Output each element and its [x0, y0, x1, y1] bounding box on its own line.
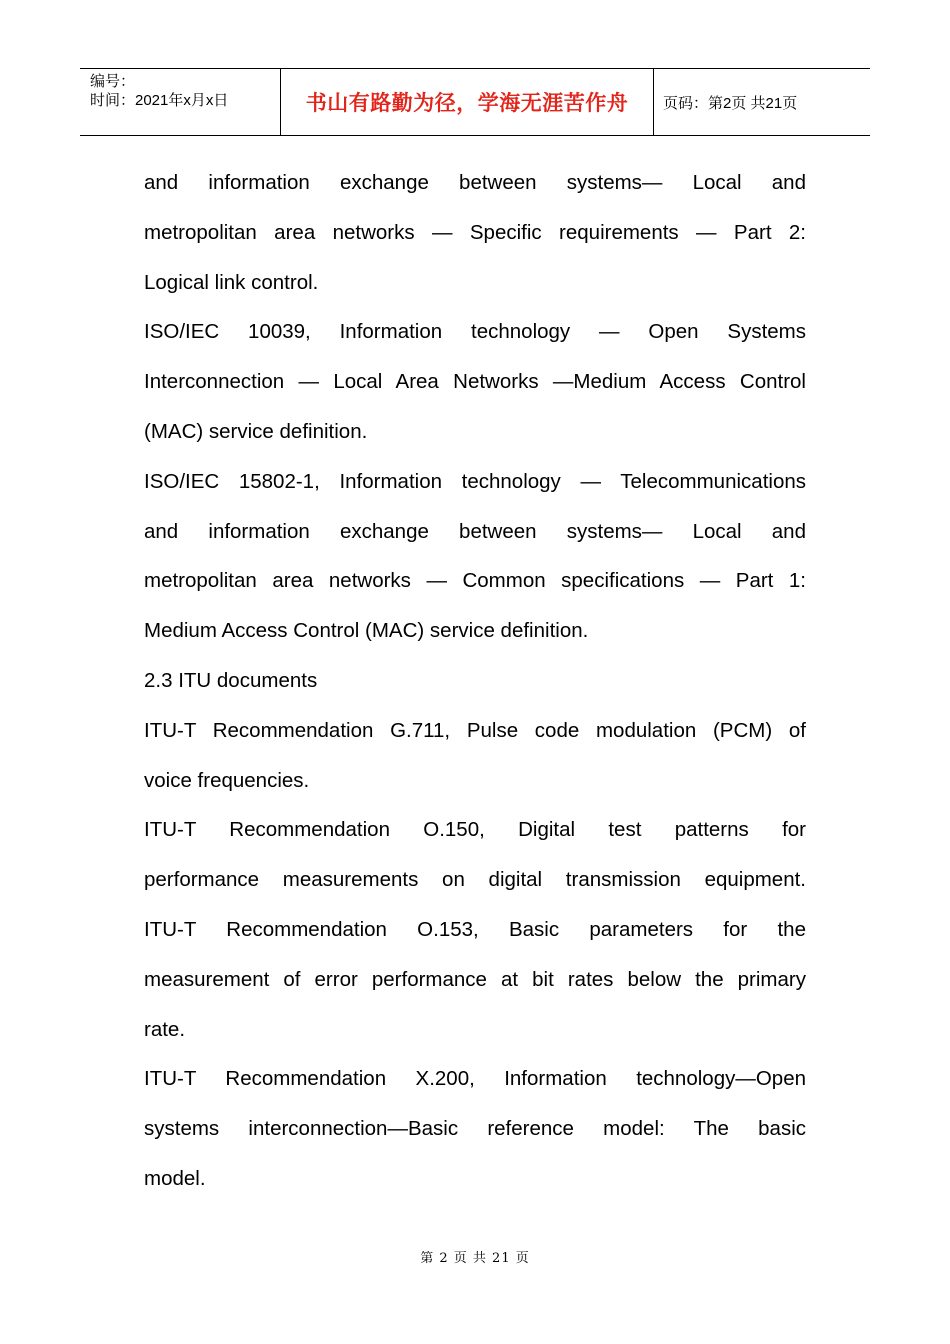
date-label: 时间：2021年x月x日 [90, 92, 229, 109]
body-line: systems interconnection—Basic reference model: The basic [144, 1117, 806, 1141]
body-line: (MAC) service definition. [144, 419, 368, 443]
body-line: metropolitan area networks — Common specifications — Part 1: [144, 569, 806, 593]
header-info-cell [80, 69, 281, 135]
body-line: Interconnection — Local Area Networks —Medium Access Control [144, 370, 806, 394]
body-line: ITU-T Recommendation O.150, Digital test patterns for [144, 818, 806, 842]
footer-page-number: 第 2 页 共 21 页 [420, 1251, 530, 1266]
body-line: ITU-T Recommendation O.153, Basic parameters for the [144, 917, 806, 941]
body-line: ITU-T Recommendation X.200, Information technology—Open [144, 1067, 806, 1091]
serial-number-label: 编号： [90, 73, 136, 90]
body-line: voice frequencies. [144, 768, 310, 792]
body-line: ISO/IEC 15802-1, Information technology — Telecommunications [144, 469, 806, 493]
header-page-cell [654, 69, 870, 135]
body-line: Logical link control. [144, 270, 319, 294]
header-motto-cell [281, 69, 654, 135]
body-line: performance measurements on digital transmission equipment. [144, 868, 806, 892]
body-line: ISO/IEC 10039, Information technology — Open Systems [144, 320, 806, 344]
body-line: model. [144, 1166, 206, 1190]
body-line: ITU-T Recommendation G.711, Pulse code modulation (PCM) of [144, 718, 806, 742]
body-line: Medium Access Control (MAC) service definition. [144, 619, 589, 643]
body-line: rate. [144, 1017, 186, 1041]
body-line: and information exchange between systems— Local and [144, 171, 806, 194]
body-line: and information exchange between systems— Local and [144, 519, 806, 543]
header-page-number: 页码：第2页 共21页 [663, 94, 798, 112]
document-body [144, 158, 806, 1204]
document-header [80, 68, 870, 136]
body-line: measurement of error performance at bit rates below the primary [144, 967, 806, 991]
body-line: metropolitan area networks — Specific requirements — Part 2: [144, 220, 806, 244]
section-heading: 2.3 ITU documents [144, 668, 318, 692]
motto-text: 书山有路勤为径，学海无涯苦作舟 [305, 91, 629, 115]
